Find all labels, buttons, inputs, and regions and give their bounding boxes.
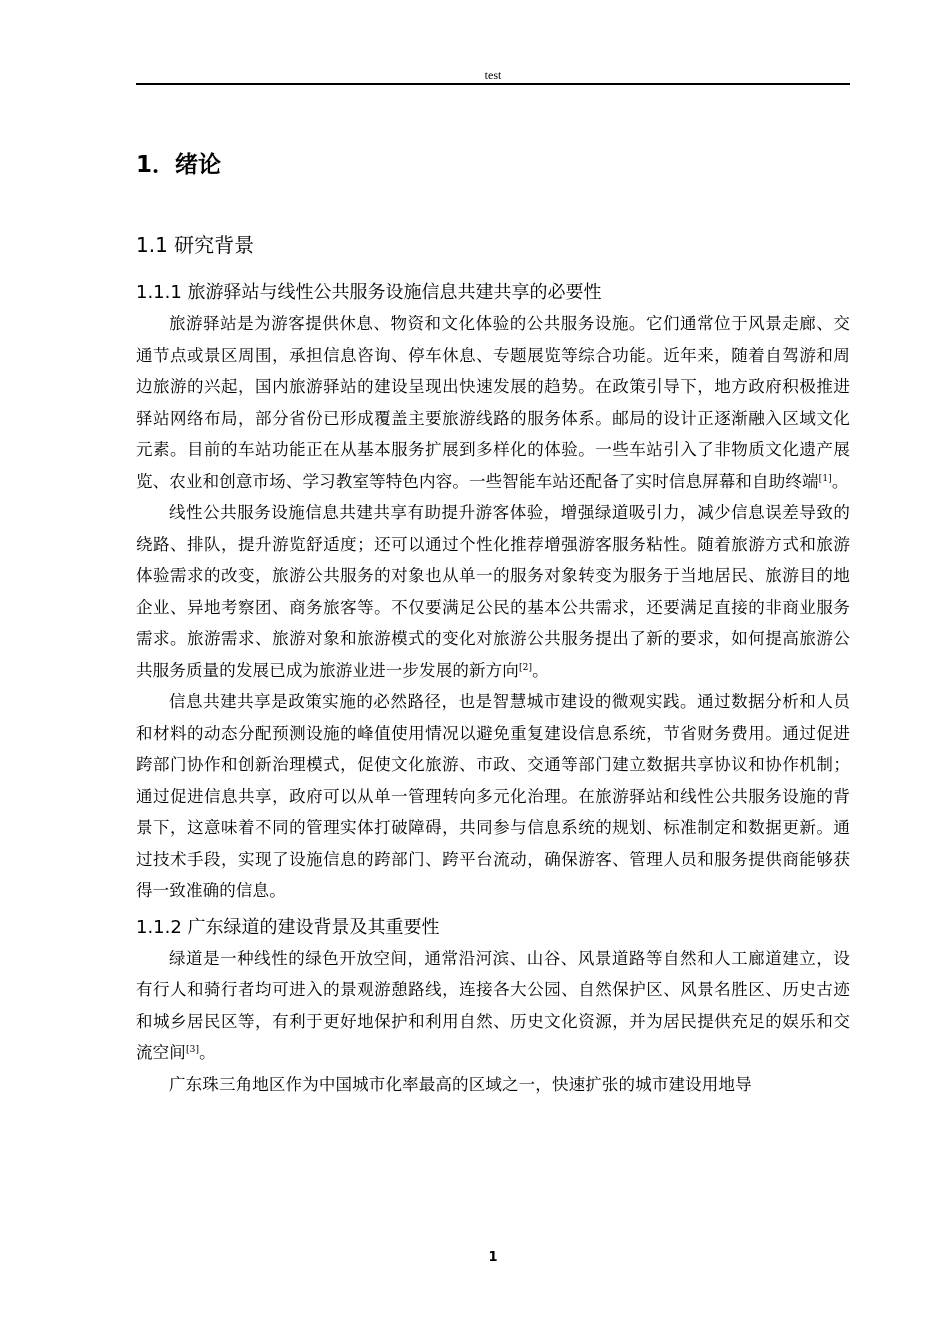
citation-mark[interactable]: [1]: [818, 473, 832, 484]
document-body: [136, 130, 850, 1100]
subsection-title: 1.1.2 广东绿道的建设背景及其重要性: [136, 916, 440, 938]
chapter-title: 1．绪论: [136, 152, 222, 178]
citation-mark[interactable]: [2]: [518, 662, 533, 673]
paragraph: 广东珠三角地区作为中国城市化率最高的区域之一，快速扩张的城市建设用地导: [169, 1074, 752, 1094]
paragraph: 绿道是一种线性的绿色开放空间，通常沿河滨、山谷、风景道路等自然和人工廊道建立，设有行人和骑行者均可进入的景观游憩路线，连接各大公园、自然保护区、风景名胜区、历史古迹和城乡居民区等，有利于更好地保护和利用自然、历史文化资源，并为居民提供充足的娱乐和交流空间[3]。: [136, 948, 850, 1062]
citation-mark[interactable]: [3]: [185, 1045, 200, 1055]
paragraph: 信息共建共享是政策实施的必然路径，也是智慧城市建设的微观实践。通过数据分析和人员和材料的动态分配预测设施的峰值使用情况以避免重复建设信息系统，节省财务费用。通过促进跨部门协作和创新治理模式，促使文化旅游、市政、交通等部门建立数据共享协议和协作机制；通过促进信息共享，政府可以从单一管理转向多元化治理。在旅游驿站和线性公共服务设施的背景下，这意味着不同的管理实体打破障碍，共同参与信息系统的规划、标准制定和数据更新。通过技术手段，实现了设施信息的跨部门、跨平台流动，确保游客、管理人员和服务提供商能够获得一致准确的信息。: [136, 692, 850, 900]
paragraph: 旅游驿站是为游客提供休息、物资和文化体验的公共服务设施。它们通常位于风景走廊、交通节点或景区周围，承担信息咨询、停车休息、专题展览等综合功能。近年来，随着自驾游和周边旅游的兴起，国内旅游驿站的建设呈现出快速发展的趋势。在政策引导下，地方政府积极推进驿站网络布局，部分省份已形成覆盖主要旅游线路的服务体系。邮局的设计正逐渐融入区域文化元素。目前的车站功能正在从基本服务扩展到多样化的体验。一些车站引入了非物质文化遗产展览、农业和创意市场、学习教室等特色内容。一些智能车站还配备了实时信息屏幕和自助终端[1]。: [136, 314, 850, 491]
subsection-title: 1.1.1 旅游驿站与线性公共服务设施信息共建共享的必要性: [136, 282, 602, 303]
section-title: 1.1 研究背景: [136, 233, 255, 257]
page-number: 1: [488, 1250, 498, 1265]
page-header: test: [484, 68, 502, 82]
header-divider: [136, 83, 850, 85]
paragraph: 线性公共服务设施信息共建共享有助提升游客体验，增强绿道吸引力，减少信息误差导致的绕路、排队，提升游览舒适度；还可以通过个性化推荐增强游客服务粘性。随着旅游方式和旅游体验需求的改变，旅游公共服务的对象也从单一的服务对象转变为服务于当地居民、旅游目的地企业、异地考察团、商务旅客等。不仅要满足公民的基本公共需求，还要满足直接的非商业服务需求。旅游需求、旅游对象和旅游模式的变化对旅游公共服务提出了新的要求，如何提高旅游公共服务质量的发展已成为旅游业进一步发展的新方向[2]。: [136, 503, 850, 680]
